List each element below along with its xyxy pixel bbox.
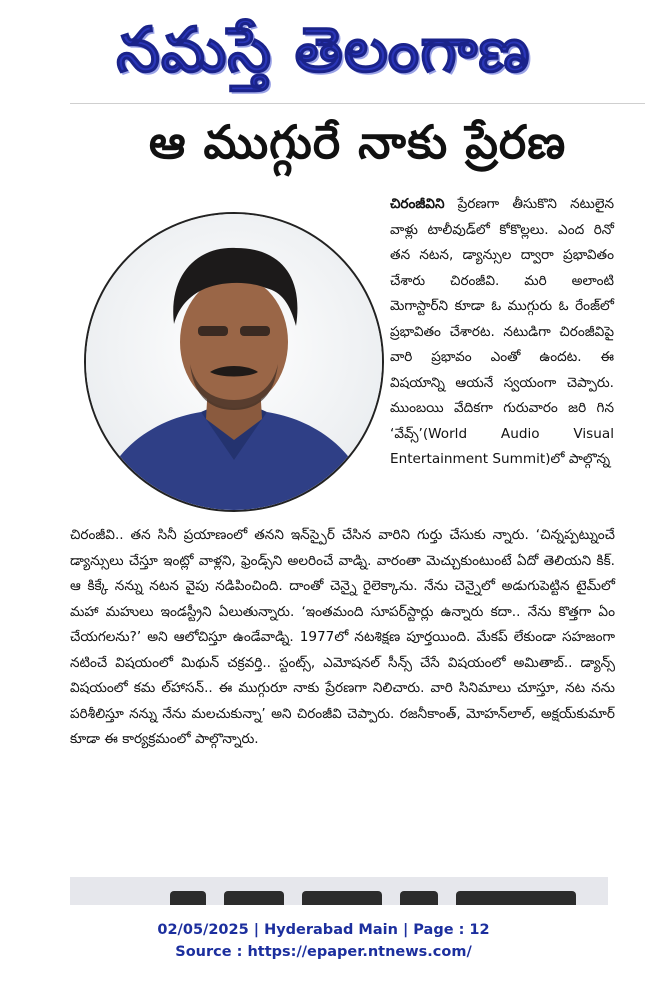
next-article-preview [70, 877, 608, 907]
article-intro-paragraph [390, 192, 614, 473]
article-full-width-body [70, 523, 615, 753]
top-divider [70, 103, 645, 104]
article-headline: ఆ ముగ్గురే నాకు ప్రేరణ [148, 115, 567, 169]
article-right-column [390, 192, 614, 473]
intro-text: ప్రేరణగా తీసుకొని నటులైన వాళ్లు టాలీవుడ్‌లో కోకొల్లలు. ఎంద రినో తన నటన, డ్యాన్సుల ద్వారా ప్రభావితం చేశారు చిరంజీవి. మరి అలాంటి మెగాస్టార్‌ని కూడా ఓ ముగ్గురు ఓ రేంజ్‌లో ప్రభావితం చేశారట. నటుడిగా చిరంజీవిపై వారి ప్రభావం ఎంతో ఉందట. ఈ విషయాన్ని ఆయనే స్వయంగా చెప్పారు. ముంబయి వేదికగా గురువారం జరి గిన ‘వేవ్స్’(World Audio Visual Entertainment Summit)లో పాల్గొన్న [390, 196, 614, 467]
masthead-logo: నమస్తే తెలంగాణ [116, 13, 531, 86]
article-photo [84, 212, 384, 512]
edition-info: 02/05/2025 | Hyderabad Main | Page : 12 [157, 922, 490, 938]
article-body-paragraph: చిరంజీవి.. తన సినీ ప్రయాణంలో తనని ఇన్‌స్పైర్ చేసిన వారిని గుర్తు చేసుకు న్నారు. ‘చిన్నప్పట్నుంచే డ్యాన్సులు చేస్తూ ఇంట్లో వాళ్లని, ఫ్రెండ్స్‌ని అలరించే వాడ్ని. వారంతా మెచ్చుకుంటుంటే ఏదో తెలియని కిక్. ఆ కిక్కే నన్ను నటన వైపు నడిపించింది. దాంతో చెన్నై రైలెక్కాను. నేను చెన్నైలో అడుగుపెట్టిన టైమ్‌లో మహా మహులు ఇండస్ట్రీని ఏలుతున్నారు. ‘ఇంతమంది సూపర్‌స్టార్లు ఉన్నారు కదా.. నేను కొత్తగా ఏం చేయగలను?’ అని ఆలోచిస్తూ ఉండేవాడ్ని. 1977లో నటశిక్షణ పూర్తయింది. మేకప్ లేకుండా సహజంగా నటించే విషయంలో మిథున్ చక్రవర్తి.. స్టంట్స్, ఎమోషనల్ సీన్స్ చేసే విషయంలో అమితాబ్.. డ్యాన్స్ విషయంలో కమ ల్‌హాసన్.. ఈ ముగ్గురూ నాకు ప్రేరణగా నిలిచారు. వారి సినిమాలు చూస్తూ, నట నను పరిశీలిస్తూ నన్ను నేను మలచుకున్నా’ అని చిరంజీవి చెప్పారు. రజనీకాంత్, మోహన్‌లాల్, అక్షయ్‌కుమార్ కూడా ఈ కార్యక్రమంలో పాల్గొన్నారు. [70, 527, 615, 747]
portrait-image [86, 214, 382, 510]
page-footer [0, 905, 647, 983]
lead-name: చిరంజీవిని [390, 196, 445, 212]
masthead [0, 0, 647, 100]
source-url: Source : https://epaper.ntnews.com/ [175, 944, 472, 960]
